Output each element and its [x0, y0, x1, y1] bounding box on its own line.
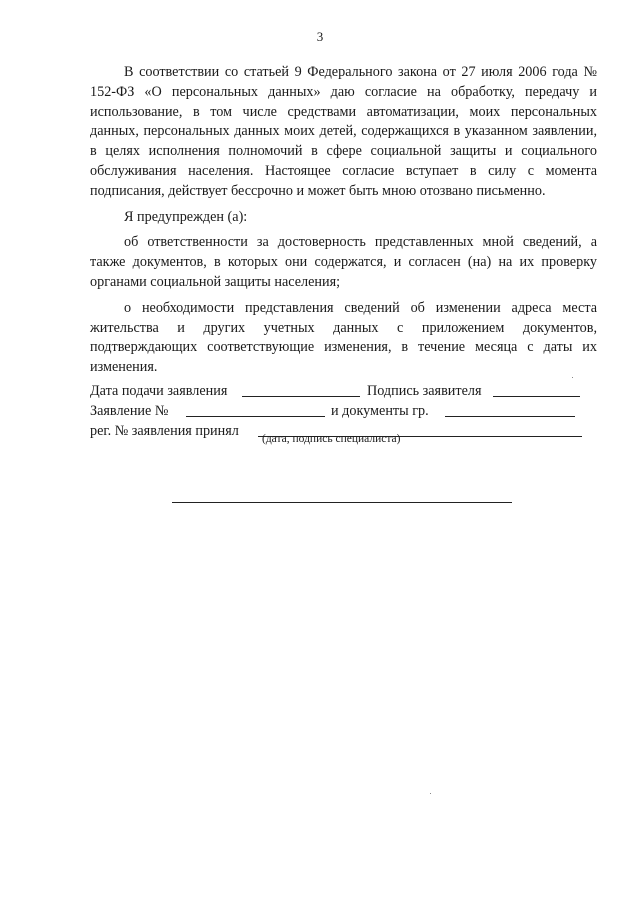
- documents-label: и документы гр.: [331, 403, 429, 419]
- submission-date-field[interactable]: [242, 396, 360, 397]
- applicant-signature-label: Подпись заявителя: [367, 383, 482, 399]
- form-line-date-signature: [90, 381, 590, 401]
- consent-text: [90, 63, 597, 378]
- documents-field[interactable]: [445, 416, 575, 417]
- registration-label: рег. № заявления принял: [90, 423, 239, 439]
- warning-heading: Я предупрежден (а):: [124, 208, 248, 225]
- application-number-label: Заявление №: [90, 403, 169, 419]
- scan-speck: [430, 793, 431, 794]
- bottom-divider: [172, 502, 512, 503]
- application-number-field[interactable]: [186, 416, 325, 417]
- responsibility-paragraph: об ответственности за достоверность представленных мной сведений, а также документов, в которых они содержатся, и согласен (на) на их проверку органами социальной защиты населения;: [90, 234, 597, 290]
- address-change-paragraph: о необходимости представления сведений об изменении адреса места жительства и других учетных данных с приложением документов, подтверждающих соответствующие изменения, в течение месяца с даты их изменения.: [90, 299, 597, 376]
- form-line-application-documents: [90, 401, 590, 421]
- application-form: [90, 381, 590, 441]
- page-number: 3: [316, 29, 324, 44]
- specialist-caption: (дата, подпись специалиста): [262, 433, 401, 445]
- submission-date-label: Дата подачи заявления: [90, 383, 228, 399]
- consent-paragraph: В соответствии со статьей 9 Федерального закона от 27 июля 2006 года № 152-ФЗ «О персональных данных» даю согласие на обработку, передачу и использование, в том числе средствами автоматизации, моих персональных данных, персональных данных моих детей, содержащихся в указанном заявлении, в целях исполнения полномочий в сфере социальной защиты и социального обслуживания населения. Настоящее согласие вступает в силу с момента подписания, действует бессрочно и может быть мною отозвано письменно.: [90, 64, 597, 199]
- applicant-signature-field[interactable]: [493, 396, 580, 397]
- scan-speck: [572, 377, 573, 378]
